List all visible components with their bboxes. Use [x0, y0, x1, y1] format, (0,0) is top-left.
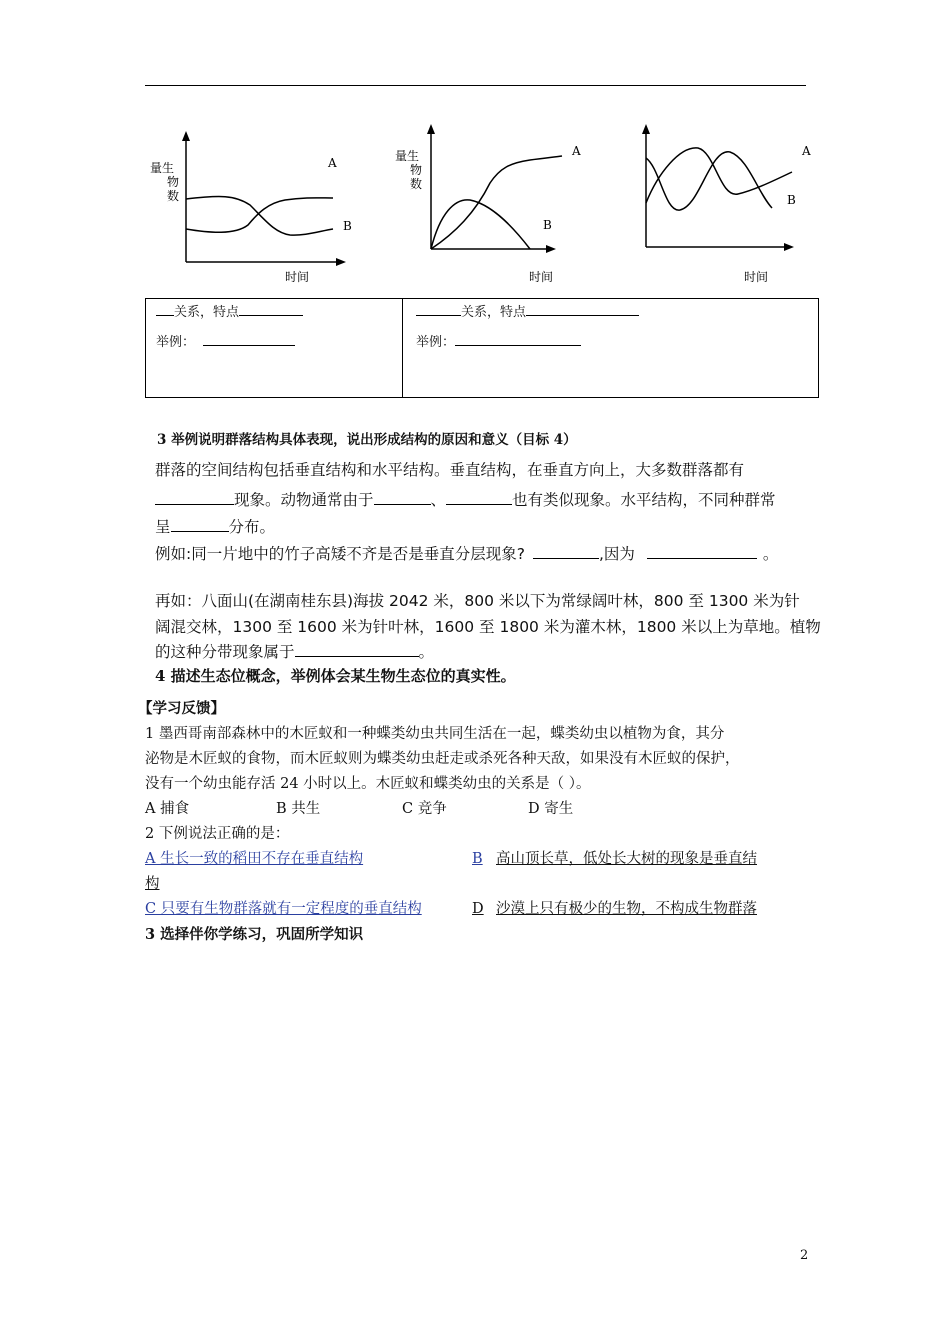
curve-b: [646, 152, 772, 210]
q2-option-c[interactable]: C 只要有生物群落就有一定程度的垂直结构: [145, 901, 422, 917]
graph-3: [630, 118, 830, 285]
blank[interactable]: [455, 333, 581, 346]
right-example-label: 举例：: [416, 335, 456, 350]
label-a: A: [802, 144, 811, 158]
section3-line7: 的这种分带现象属于 。: [155, 643, 435, 661]
ylabel-1: 量生: [395, 149, 420, 163]
left-example-label: 举例：: [156, 335, 196, 350]
blank[interactable]: [203, 333, 295, 346]
section3-heading: 3 举例说明群落结构具体表现，说出形成结构的原因和意义（目标 4）: [157, 432, 577, 448]
section3-line1: 群落的空间结构包括垂直结构和水平结构。垂直结构，在垂直方向上，大多数群落都有: [155, 461, 745, 479]
right-relation-row: [416, 303, 639, 322]
label-a: A: [572, 144, 581, 158]
q2-option-b-letter[interactable]: B: [472, 851, 483, 867]
q2-option-d[interactable]: 沙漠上只有极少的生物，不构成生物群落: [496, 901, 757, 917]
blank[interactable]: [374, 492, 431, 505]
graph-2: [390, 118, 610, 285]
q1-line3: 没有一个幼虫能存活 24 小时以上。木匠蚁和蝶类幼虫的关系是（ ）。: [145, 776, 591, 792]
q2-option-b-cont[interactable]: 构: [145, 876, 160, 892]
left-relation-row: [156, 303, 303, 322]
blank[interactable]: [533, 546, 599, 559]
left-relation-label: 关系，特点: [174, 305, 240, 320]
xlabel: 时间: [285, 270, 310, 284]
label-b: B: [543, 218, 552, 232]
blank[interactable]: [446, 492, 512, 505]
blank[interactable]: [171, 519, 229, 532]
table-divider: [402, 299, 403, 397]
q1-option-c[interactable]: C 竞争: [402, 801, 447, 817]
q1-option-b[interactable]: B 共生: [276, 801, 321, 817]
q3-text: 3 选择伴你学练习，巩固所学知识: [145, 926, 364, 943]
page-number: 2: [800, 1248, 809, 1263]
blank[interactable]: [239, 303, 303, 316]
q2-option-d-letter[interactable]: D: [472, 901, 484, 917]
q1-option-a[interactable]: A 捕食: [145, 801, 190, 817]
answer-table: [145, 298, 819, 398]
section3-line4: 例如:同一片地中的竹子高矮不齐是否是垂直分层现象? ,因为 。: [155, 545, 779, 563]
blank[interactable]: [647, 546, 757, 559]
label-b: B: [343, 219, 352, 233]
xlabel: 时间: [529, 270, 554, 284]
q2-option-a[interactable]: A 生长一致的稻田不存在垂直结构: [145, 851, 364, 867]
curve-b: [431, 200, 530, 249]
left-example-row: [156, 333, 295, 352]
label-a: A: [328, 156, 337, 170]
curve-a: [186, 197, 333, 236]
ylabel-3: 数: [410, 177, 423, 191]
right-example-row: [416, 333, 581, 352]
graph-1: [140, 125, 360, 285]
blank[interactable]: [295, 644, 419, 657]
q1-line2: 泌物是木匠蚁的食物，而木匠蚁则为蝶类幼虫赶走或杀死各种天敌，如果没有木匠蚁的保护，: [145, 751, 740, 767]
q2-stem: 2 下例说法正确的是：: [145, 826, 290, 842]
curve-a: [431, 156, 562, 249]
q2-option-b[interactable]: 高山顶长草，低处长大树的现象是垂直结: [496, 851, 757, 867]
header-rule: [145, 85, 806, 86]
right-relation-label: 关系，特点: [461, 305, 527, 320]
blank[interactable]: [156, 303, 174, 316]
q1-line1: 1 墨西哥南部森林中的木匠蚁和一种蝶类幼虫共同生活在一起，蝶类幼虫以植物为食，其分: [145, 726, 725, 742]
blank[interactable]: [416, 303, 461, 316]
ylabel-1: 量生: [150, 161, 175, 175]
section3-line3: 呈 分布。: [155, 518, 276, 536]
ylabel-3: 数: [167, 189, 180, 203]
feedback-heading: 【学习反馈】: [138, 700, 225, 717]
section4-heading: 4 描述生态位概念，举例体会某生物生态位的真实性。: [155, 667, 516, 685]
ylabel-2: 物: [167, 175, 180, 189]
section3-line5: 再如：八面山(在湖南桂东县)海拔 2042 米，800 米以下为常绿阔叶林，800 至 1300 米为针: [155, 592, 800, 610]
section3-line6: 阔混交林，1300 至 1600 米为针叶林，1600 至 1800 米为灌木林，1800 米以上为草地。植物: [155, 618, 821, 636]
section3-line2: 现象。动物通常由于 、 也有类似现象。水平结构，不同种群常: [155, 487, 776, 513]
xlabel: 时间: [744, 270, 769, 284]
ylabel-2: 物: [410, 163, 423, 177]
label-b: B: [787, 193, 796, 207]
blank[interactable]: [526, 303, 639, 316]
blank[interactable]: [155, 492, 234, 505]
q1-option-d[interactable]: D 寄生: [528, 801, 574, 817]
